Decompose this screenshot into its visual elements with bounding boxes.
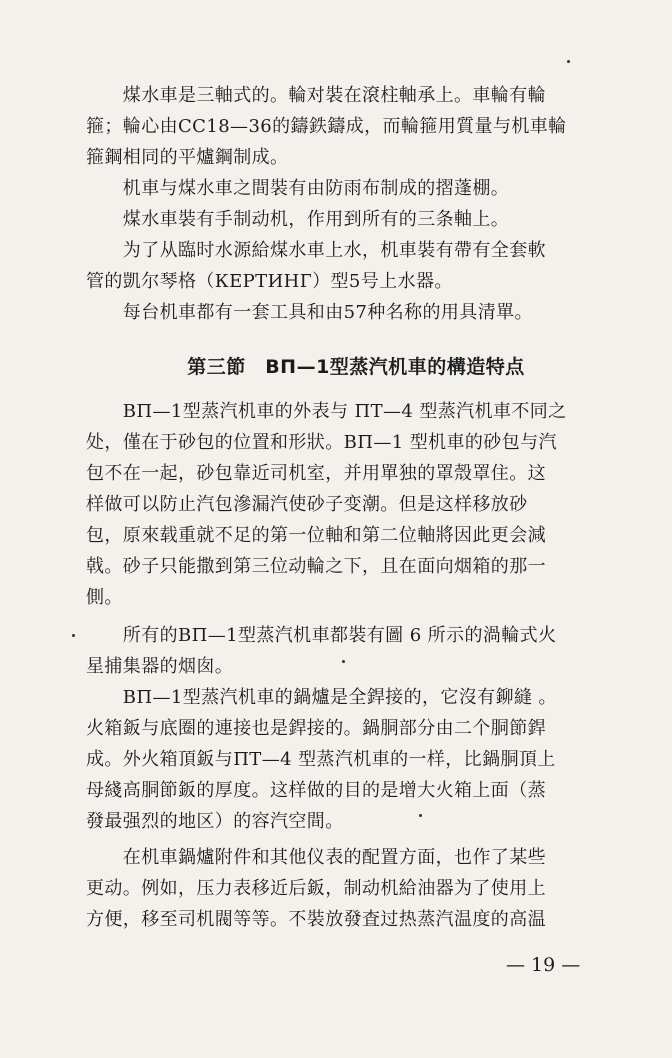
paragraph-spark-arrester [86,620,626,682]
text-line: 母綫高胴節鈑的厚度。这样做的目的是增大火箱上面（蒸 [86,780,546,801]
paragraph-tender-axles [86,80,626,173]
text-line: 煤水車裝有手制动机，作用到所有的三条軸上。 [86,209,510,230]
text-line: 为了从臨时水源給煤水車上水，机車裝有帶有全套軟 [86,240,546,261]
paragraph-fittings [86,842,626,935]
text-line: 發最强烈的地区）的容汽空間。 [86,811,344,832]
text-line: 火箱鈑与底圈的連接也是銲接的。鍋胴部分由二个胴節銲 [86,718,546,739]
paragraph-boiler [86,682,626,837]
text-line: 箍；輪心由СС18—36的鑄鉄鑄成，而輪箍用質量与机車輪 [86,116,567,137]
text-line: 側。 [86,587,123,608]
paragraph-tools [86,297,626,328]
page-number: — 19 — [506,954,581,976]
text-line: 包，原來载重就不足的第一位軸和第二位軸將因此更会減 [86,525,546,546]
text-line: 所有的ВП—1型蒸汽机車都裝有圖 6 所示的渦輪式火 [86,625,557,646]
text-line: 更动。例如，压力表移近后鈑，制动机給油器为了使用上 [86,878,546,899]
print-speck [567,60,570,63]
text-line: 箍鋼相同的平爐鋼制成。 [86,147,289,168]
paragraph-hand-brake [86,204,626,235]
print-speck [342,660,345,663]
text-line: 方便，移至司机閥等等。不裝放發査过热蒸汽温度的高温 [86,909,546,930]
text-line: ВП—1型蒸汽机車的外表与 ПТ—4 型蒸汽机車不同之 [86,401,567,422]
text-line: 管的凱尔琴格（КЕРТИНГ）型5号上水器。 [86,271,453,292]
text-line: 在机車鍋爐附件和其他仪表的配置方面，也作了某些 [86,847,546,868]
text-line: 包不在一起，砂包靠近司机室，并用單独的罩殼罩住。这 [86,463,546,484]
text-line: ВП—1型蒸汽机車的鍋爐是全銲接的，它沒有鉚縫 。 [86,687,557,708]
print-speck [72,634,75,637]
text-line: 成。外火箱頂鈑与ПТ—4 型蒸汽机車的一样，比鍋胴頂上 [86,749,556,770]
print-speck [419,814,422,817]
paragraph-canopy [86,173,626,204]
section-heading: 第三節 ВП—1型蒸汽机車的構造特点 [187,356,525,378]
paragraph-water-injector [86,235,626,297]
text-line: 每台机車都有一套工具和由57种名称的用具清單。 [86,302,533,323]
text-line: 样做可以防止汽包滲漏汽使砂子变潮。但是这样移放砂 [86,494,528,515]
paragraph-sandbox [86,396,626,613]
text-line: 煤水車是三軸式的。輪对裝在滾柱軸承上。車輪有輪 [86,85,546,106]
text-line: 机車与煤水車之間裝有由防雨布制成的摺蓬棚。 [86,178,510,199]
text-line: 星捕集器的烟囱。 [86,656,234,677]
text-line: 处，僅在于砂包的位置和形狀。ВП—1 型机車的砂包与汽 [86,432,557,453]
text-line: 戟。砂子只能撒到第三位动輪之下，且在面向烟箱的那一 [86,556,546,577]
